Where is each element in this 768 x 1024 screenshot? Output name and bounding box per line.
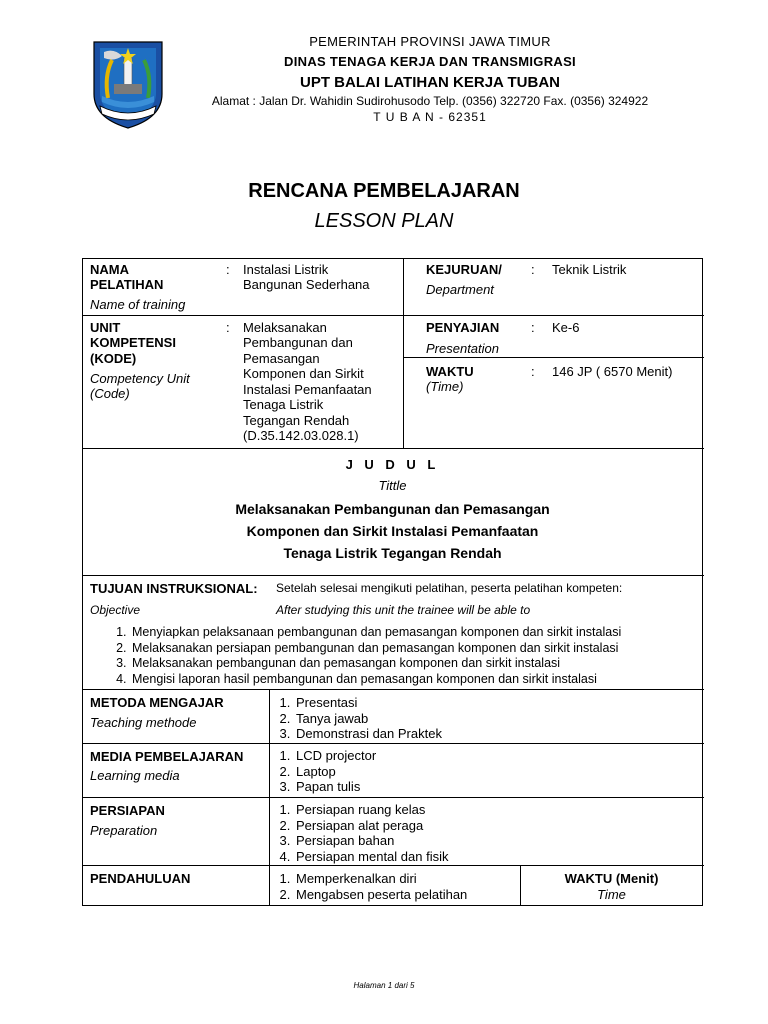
list-item: 1. Presentasi [294,695,442,711]
waktu-colon: : [531,364,535,379]
list-item: 2. Laptop [294,764,376,780]
judul-label-en: Tittle [378,478,407,493]
nama-label-line1: NAMA [90,262,129,277]
list-item: 4. Persiapan mental dan fisik [294,849,448,865]
persiapan-label: PERSIAPAN [90,803,165,818]
penyajian-label-en: Presentation [426,341,499,356]
judul-label: J U D U L [345,457,440,472]
pendahuluan-waktu-label: WAKTU (Menit) [564,871,659,886]
page-number: Halaman 1 dari 5 [353,981,415,990]
list-item: 1. Menyiapkan pelaksanaan pembangunan dan pemasangan komponen dan sirkit instalasi [130,625,720,641]
row-divider [83,743,704,744]
waktu-label-en: (Time) [426,379,464,394]
row-divider [83,689,704,690]
judul-line1: Melaksanakan Pembangunan dan Pemasangan [235,501,550,517]
media-label-en: Learning media [90,768,180,783]
pendahuluan-label: PENDAHULUAN [90,871,191,886]
unit-label-en-line1: Competency Unit [90,371,190,386]
list-item: 4. Mengisi laporan hasil pembangunan dan pemasangan komponen dan sirkit instalasi [130,672,720,688]
pendahuluan-list [276,871,467,902]
document-title: RENCANA PEMBELAJARAN [248,180,520,202]
unit-label-line2: KOMPETENSI [90,335,176,350]
unit-value-line1: Melaksanakan [243,320,327,335]
tujuan-text-en: After studying this unit the trainee will be able to [276,603,531,617]
penyajian-value: Ke-6 [552,320,580,335]
metoda-label: METODA MENGAJAR [90,695,224,710]
list-item: 3. Demonstrasi dan Praktek [294,726,442,742]
list-item: 2. Persiapan alat peraga [294,818,448,834]
judul-line2: Komponen dan Sirkit Instalasi Pemanfaatan [246,523,539,539]
list-item: 3. Persiapan bahan [294,833,448,849]
provincial-emblem-logo [88,36,168,130]
unit-colon: : [226,320,230,335]
document-subtitle: LESSON PLAN [314,210,454,232]
media-list [276,748,376,795]
col-divider [403,259,404,448]
kejuruan-label: KEJURUAN/ [426,262,502,277]
list-item: 1. Memperkenalkan diri [294,871,467,887]
list-item: 2. Mengabsen peserta pelatihan [294,887,467,903]
persiapan-list [276,802,448,864]
waktu-value: 146 JP ( 6570 Menit) [552,364,673,379]
nama-colon: : [226,262,230,277]
header-institution: UPT BALAI LATIHAN KERJA TUBAN [300,74,560,91]
header-government: PEMERINTAH PROVINSI JAWA TIMUR [309,34,551,49]
penyajian-colon: : [531,320,535,335]
kejuruan-label-en: Department [426,282,494,297]
list-item: 1. LCD projector [294,748,376,764]
row-divider [83,865,704,866]
row-divider [83,448,704,449]
header-agency: DINAS TENAGA KERJA DAN TRANSMIGRASI [284,54,576,69]
tujuan-text: Setelah selesai mengikuti pelatihan, peserta pelatihan kompeten: [276,581,623,595]
row-divider [83,797,704,798]
list-item: 3. Papan tulis [294,779,376,795]
judul-line3: Tenaga Listrik Tegangan Rendah [283,545,502,561]
nama-value-line1: Instalasi Listrik [243,262,329,277]
pendahuluan-waktu-en: Time [597,887,626,902]
row-divider [83,315,704,316]
penyajian-label: PENYAJIAN [426,320,500,335]
tujuan-label: TUJUAN INSTRUKSIONAL: [90,581,258,596]
media-label: MEDIA PEMBELAJARAN [90,749,244,764]
unit-value-line5: Instalasi Pemanfaatan [243,382,372,397]
list-item: 1. Persiapan ruang kelas [294,802,448,818]
header-address: Alamat : Jalan Dr. Wahidin Sudirohusodo Telp. (0356) 322720 Fax. (0356) 324922 [211,94,649,108]
nama-label-line2: PELATIHAN [90,277,164,292]
metoda-label-en: Teaching methode [90,715,197,730]
nama-label-en: Name of training [90,297,186,312]
unit-value-line7: Tegangan Rendah [243,413,350,428]
kejuruan-value: Teknik Listrik [552,262,627,277]
unit-value-line6: Tenaga Listrik [243,397,324,412]
unit-label-line3: (KODE) [90,351,137,366]
metoda-list [276,695,442,742]
unit-value-line2: Pembangunan dan [243,335,353,350]
nama-value-line2: Bangunan Sederhana [243,277,370,292]
kejuruan-colon: : [531,262,535,277]
row-divider [403,357,704,358]
row-divider [83,575,704,576]
header-city: T U B A N - 62351 [373,110,487,124]
list-item: 2. Tanya jawab [294,711,442,727]
waktu-label: WAKTU [426,364,474,379]
unit-value-line8: (D.35.142.03.028.1) [243,428,359,443]
persiapan-label-en: Preparation [90,823,158,838]
list-item: 3. Melaksanakan pembangunan dan pemasangan komponen dan sirkit instalasi [130,656,720,672]
col-divider [269,689,270,906]
list-item: 2. Melaksanakan persiapan pembangunan dan pemasangan komponen dan sirkit instalasi [130,641,720,657]
unit-label-line1: UNIT [90,320,121,335]
unit-value-line4: Komponen dan Sirkit [243,366,364,381]
tujuan-label-en: Objective [90,603,141,617]
unit-value-line3: Pemasangan [243,351,320,366]
tujuan-objective-list [112,625,720,687]
unit-label-en-line2: (Code) [90,386,130,401]
